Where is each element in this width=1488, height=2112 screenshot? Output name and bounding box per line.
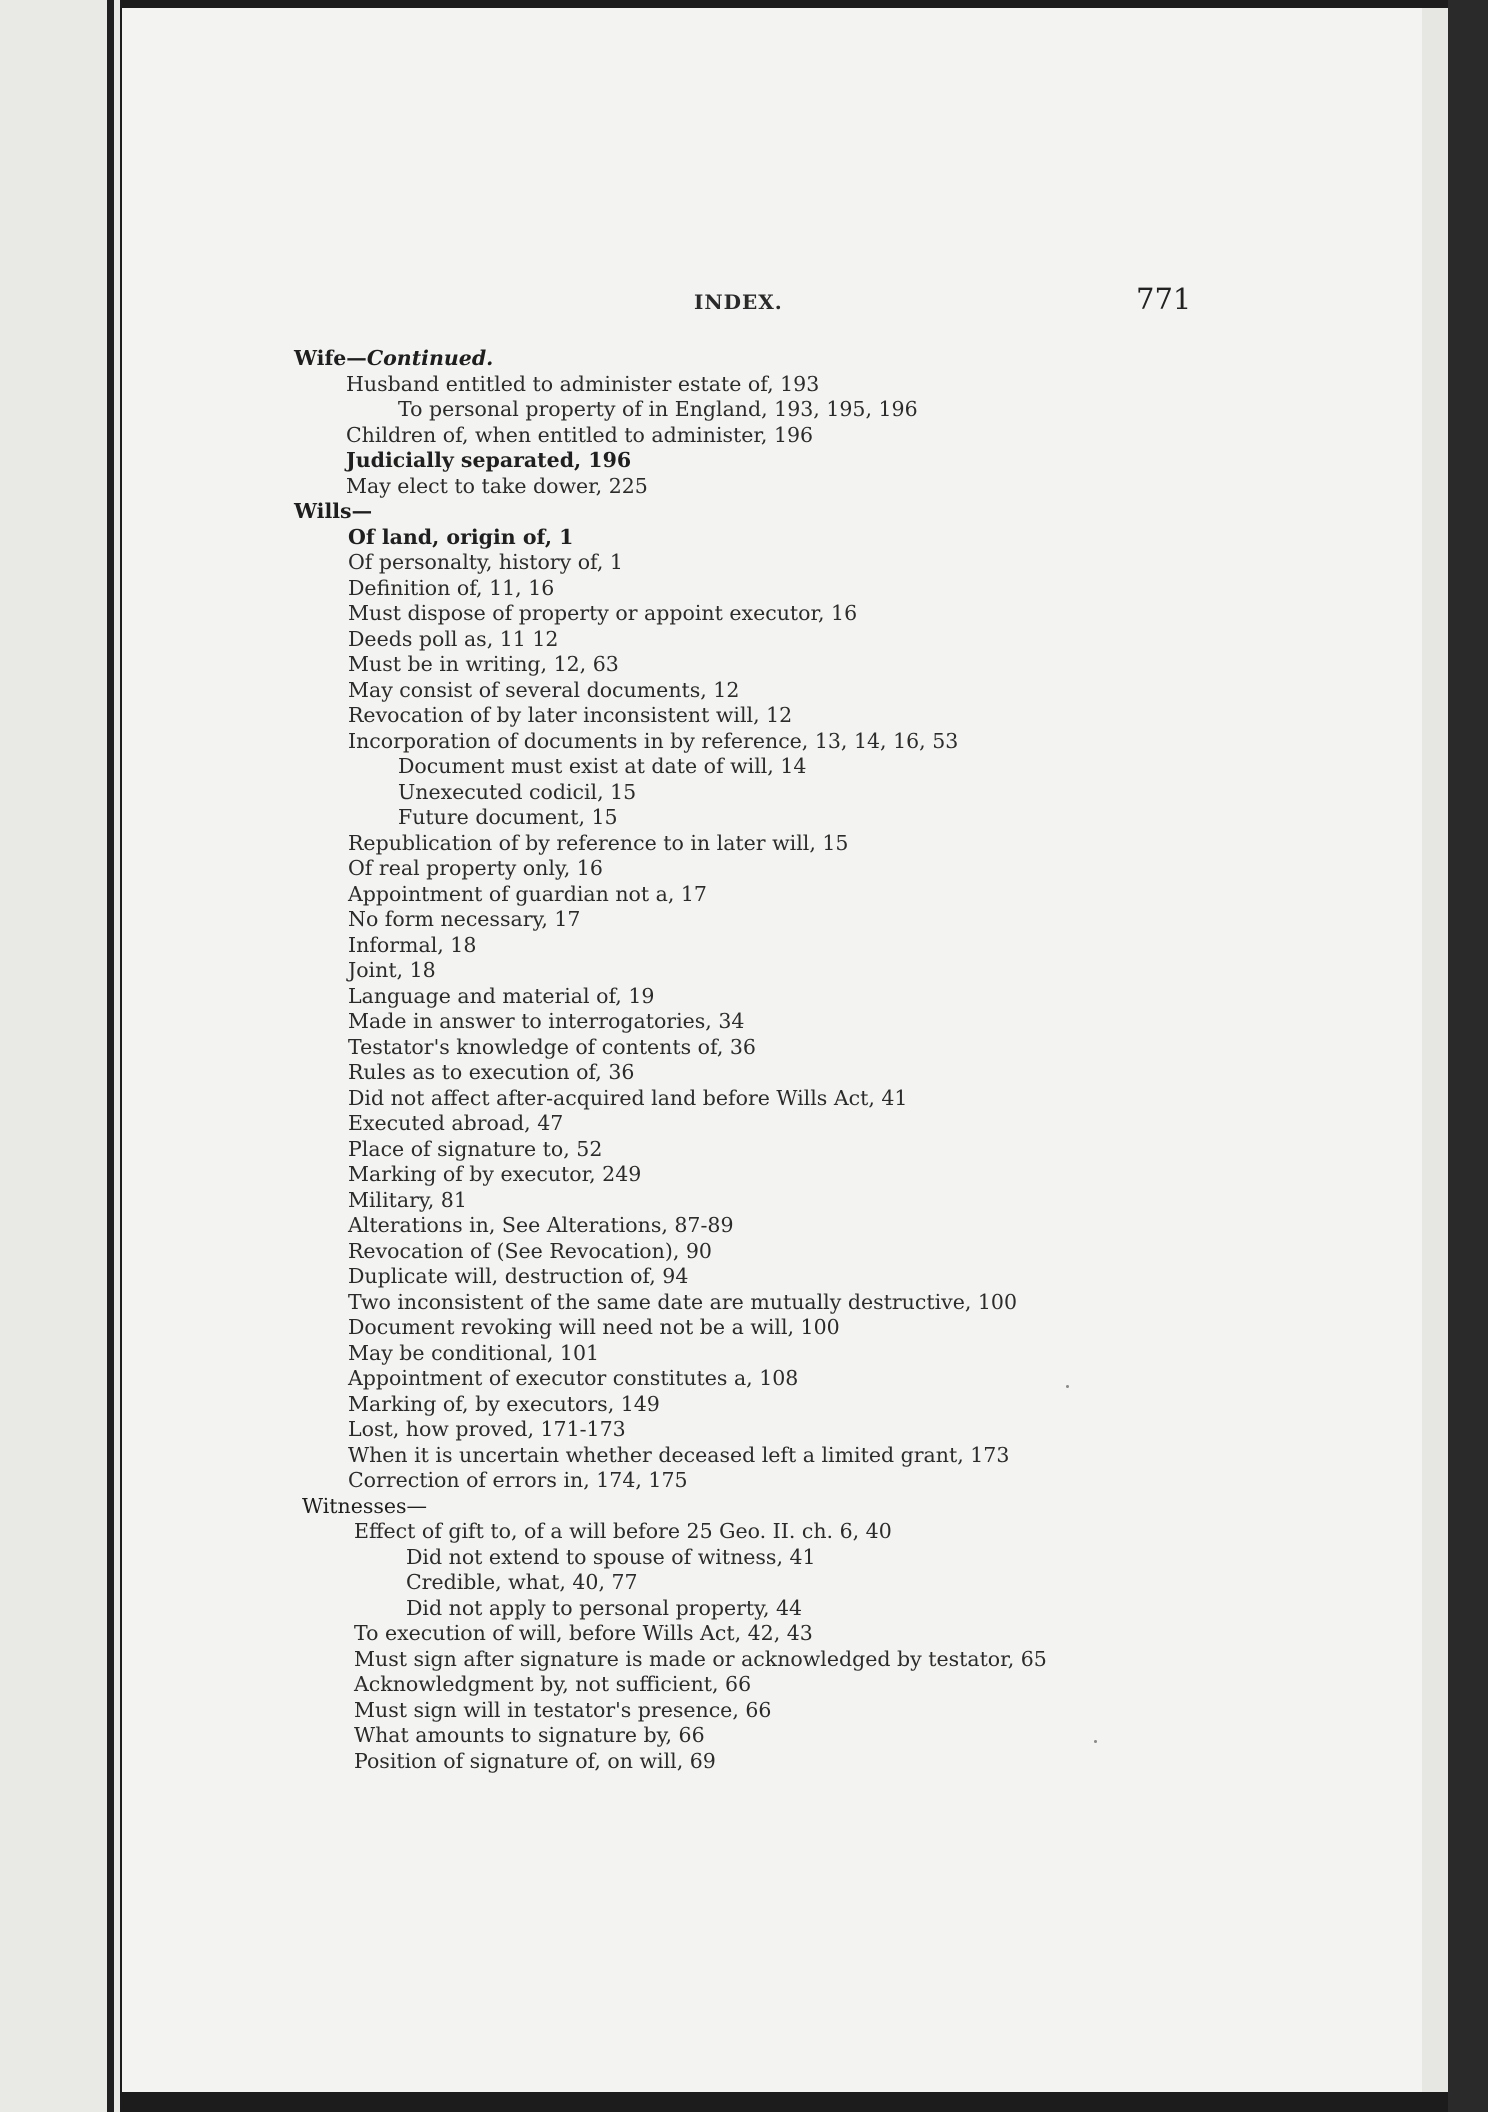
index-entry: To execution of will, before Wills Act, 42, 43 (354, 1621, 813, 1645)
index-entry: Effect of gift to, of a will before 25 Geo. II. ch. 6, 40 (354, 1519, 892, 1543)
index-entry: Made in answer to interrogatories, 34 (348, 1009, 745, 1033)
index-entry: Position of signature of, on will, 69 (354, 1748, 716, 1773)
index-subentry: Did not extend to spouse of witness, 41 (406, 1544, 816, 1569)
index-entry: Testator's knowledge of contents of, 36 (348, 1034, 756, 1059)
index-entry: May be conditional, 101 (348, 1340, 600, 1365)
index-entry: Incorporation of documents in by reference, 13, 14, 16, 53 (348, 728, 959, 753)
index-body (294, 346, 1394, 1774)
index-entry: No form necessary, 17 (348, 907, 581, 931)
index-subentry: Did not apply to personal property, 44 (406, 1595, 803, 1620)
index-heading: Wills— (294, 499, 373, 523)
index-heading: Witnesses— (302, 1493, 428, 1518)
index-group-witnesses (302, 1494, 1394, 1775)
index-subentry: Credible, what, 40, 77 (406, 1570, 638, 1594)
index-entry: Did not affect after-acquired land before Wills Act, 41 (348, 1085, 908, 1110)
index-group-wills (294, 499, 1394, 1494)
index-entry: Correction of errors in, 174, 175 (348, 1468, 688, 1492)
scan-speck (1094, 1740, 1097, 1743)
index-entry: Husband entitled to administer estate of, 193 (346, 371, 820, 396)
index-subentry: Unexecuted codicil, 15 (398, 779, 637, 804)
index-entry: Judicially separated, 196 (346, 448, 632, 472)
index-entry: When it is uncertain whether deceased left a limited grant, 173 (348, 1442, 1010, 1467)
index-entry: Must be in writing, 12, 63 (348, 652, 619, 676)
index-entry: Alterations in, See Alterations, 87-89 (348, 1213, 734, 1237)
index-heading (294, 346, 1394, 372)
running-head (0, 282, 1488, 322)
index-entry: Executed abroad, 47 (348, 1111, 564, 1135)
index-entry: Must dispose of property or appoint executor, 16 (348, 601, 858, 625)
index-entry: Must sign will in testator's presence, 66 (354, 1697, 772, 1722)
index-entry: May consist of several documents, 12 (348, 677, 740, 702)
index-entry: Marking of, by executors, 149 (348, 1391, 660, 1416)
index-subentry: Document must exist at date of will, 14 (398, 754, 807, 778)
index-entry: Acknowledgment by, not sufficient, 66 (354, 1672, 752, 1696)
heading-continued: Continued. (366, 346, 494, 370)
index-entry: Of personalty, history of, 1 (348, 550, 623, 574)
index-entry: Revocation of (See Revocation), 90 (348, 1238, 712, 1263)
index-entry: Must sign after signature is made or acknowledged by testator, 65 (354, 1646, 1047, 1671)
index-entry: Place of signature to, 52 (348, 1136, 603, 1161)
index-subentry: Future document, 15 (398, 805, 618, 829)
index-entry: Joint, 18 (348, 958, 436, 982)
index-group-wife (294, 346, 1394, 499)
index-entry: What amounts to signature by, 66 (354, 1723, 705, 1747)
scan-speck (1066, 1385, 1069, 1388)
index-entry: Rules as to execution of, 36 (348, 1060, 635, 1084)
index-entry: Revocation of by later inconsistent will, 12 (348, 703, 793, 727)
index-entry: Informal, 18 (348, 932, 477, 957)
index-entry: Language and material of, 19 (348, 983, 655, 1008)
index-entry: Definition of, 11, 16 (348, 575, 555, 600)
heading-text: Wife— (294, 346, 367, 370)
index-entry: Duplicate will, destruction of, 94 (348, 1264, 689, 1288)
index-entry: Children of, when entitled to administer, 196 (346, 422, 814, 447)
index-entry: Appointment of executor constitutes a, 108 (348, 1366, 799, 1390)
index-entry: Military, 81 (348, 1187, 467, 1212)
index-entry: Two inconsistent of the same date are mutually destructive, 100 (348, 1289, 1018, 1314)
index-entry: May elect to take dower, 225 (346, 473, 648, 498)
index-subentry: To personal property of in England, 193, 195, 196 (398, 397, 918, 421)
index-entry: Of land, origin of, 1 (348, 524, 574, 549)
index-entry: Marking of by executor, 249 (348, 1162, 642, 1186)
running-head-title: INDEX. (694, 290, 783, 314)
index-entry: Appointment of guardian not a, 17 (348, 881, 707, 906)
index-entry: Document revoking will need not be a will, 100 (348, 1315, 840, 1339)
index-entry: Lost, how proved, 171-173 (348, 1417, 626, 1441)
page-number: 771 (1136, 282, 1192, 316)
index-entry: Of real property only, 16 (348, 856, 603, 880)
index-entry: Deeds poll as, 11 12 (348, 626, 559, 651)
index-entry: Republication of by reference to in later will, 15 (348, 830, 849, 855)
